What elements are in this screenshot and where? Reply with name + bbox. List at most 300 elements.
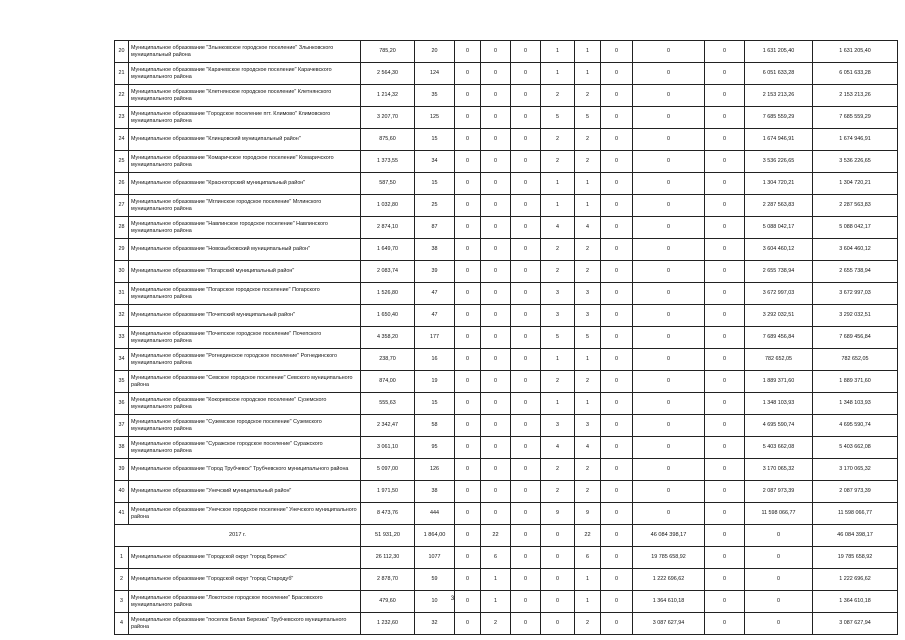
cell-people: 1 864,00 — [415, 525, 455, 547]
cell-people: 58 — [415, 415, 455, 437]
cell-c3: 0 — [511, 481, 541, 503]
cell-c3: 0 — [511, 569, 541, 591]
cell-area: 479,60 — [361, 591, 415, 613]
cell-c2: 0 — [481, 305, 511, 327]
cell-c5: 3 — [575, 415, 601, 437]
row-number: 28 — [115, 217, 129, 239]
cell-s1: 0 — [633, 437, 705, 459]
cell-c5: 1 — [575, 569, 601, 591]
municipality-name: Муниципальное образование "Красногорский муниципальный район" — [129, 173, 361, 195]
cell-s3: 2 087 973,39 — [745, 481, 813, 503]
cell-people: 59 — [415, 569, 455, 591]
cell-c5: 1 — [575, 195, 601, 217]
cell-area: 555,63 — [361, 393, 415, 415]
cell-s2: 0 — [705, 327, 745, 349]
cell-s4: 7 689 456,84 — [813, 327, 898, 349]
table-row — [115, 239, 898, 261]
cell-c2: 0 — [481, 327, 511, 349]
cell-c4: 9 — [541, 503, 575, 525]
cell-s4: 3 604 460,12 — [813, 239, 898, 261]
cell-c5: 3 — [575, 305, 601, 327]
table-row — [115, 349, 898, 371]
cell-area: 238,70 — [361, 349, 415, 371]
cell-c5: 1 — [575, 393, 601, 415]
cell-s2: 0 — [705, 85, 745, 107]
cell-s1: 0 — [633, 41, 705, 63]
cell-c3: 0 — [511, 107, 541, 129]
cell-c5: 1 — [575, 591, 601, 613]
row-number: 3 — [115, 591, 129, 613]
cell-c2: 0 — [481, 129, 511, 151]
cell-s3: 0 — [745, 569, 813, 591]
cell-s3: 3 604 460,12 — [745, 239, 813, 261]
cell-s4: 1 304 720,21 — [813, 173, 898, 195]
cell-c1: 0 — [455, 217, 481, 239]
cell-c3: 0 — [511, 327, 541, 349]
cell-s1: 1 222 696,62 — [633, 569, 705, 591]
cell-c6: 0 — [601, 327, 633, 349]
municipality-name: Муниципальное образование "Клинцовский муниципальный район" — [129, 129, 361, 151]
cell-s4: 1 674 946,91 — [813, 129, 898, 151]
row-number: 36 — [115, 393, 129, 415]
table-row — [115, 327, 898, 349]
cell-c6: 0 — [601, 591, 633, 613]
cell-c1: 0 — [455, 195, 481, 217]
cell-c3: 0 — [511, 217, 541, 239]
table-row — [115, 195, 898, 217]
cell-c4: 4 — [541, 217, 575, 239]
cell-area: 1 032,80 — [361, 195, 415, 217]
cell-c6: 0 — [601, 349, 633, 371]
cell-c5: 6 — [575, 547, 601, 569]
cell-c2: 0 — [481, 85, 511, 107]
cell-c2: 0 — [481, 151, 511, 173]
cell-c2: 0 — [481, 283, 511, 305]
municipality-name: Муниципальное образование "Севское городское поселение" Севского муниципального района — [129, 371, 361, 393]
cell-s4: 1 631 205,40 — [813, 41, 898, 63]
cell-c2: 0 — [481, 41, 511, 63]
cell-s2: 0 — [705, 107, 745, 129]
municipality-name: Муниципальное образование "Навлинское городское поселение" Навлинского муниципального района — [129, 217, 361, 239]
cell-c5: 1 — [575, 41, 601, 63]
cell-c1: 0 — [455, 327, 481, 349]
cell-s2: 0 — [705, 459, 745, 481]
cell-s4: 11 598 066,77 — [813, 503, 898, 525]
cell-c6: 0 — [601, 107, 633, 129]
cell-c3: 0 — [511, 173, 541, 195]
cell-s3: 3 292 032,51 — [745, 305, 813, 327]
table-row — [115, 217, 898, 239]
row-number: 23 — [115, 107, 129, 129]
cell-c6: 0 — [601, 481, 633, 503]
table-row — [115, 129, 898, 151]
cell-s2: 0 — [705, 437, 745, 459]
municipality-name: Муниципальное образование "Почепский муниципальный район" — [129, 305, 361, 327]
cell-c6: 0 — [601, 305, 633, 327]
page-number: 3 — [450, 596, 455, 602]
cell-c1: 0 — [455, 569, 481, 591]
cell-people: 47 — [415, 283, 455, 305]
cell-s3: 1 674 946,91 — [745, 129, 813, 151]
cell-s1: 0 — [633, 349, 705, 371]
table-row — [115, 503, 898, 525]
cell-s1: 0 — [633, 261, 705, 283]
cell-c4: 3 — [541, 283, 575, 305]
cell-s4: 3 292 032,51 — [813, 305, 898, 327]
cell-s3: 2 655 738,94 — [745, 261, 813, 283]
cell-c2: 0 — [481, 349, 511, 371]
cell-c6: 0 — [601, 547, 633, 569]
cell-s2: 0 — [705, 283, 745, 305]
cell-area: 785,20 — [361, 41, 415, 63]
row-number: 41 — [115, 503, 129, 525]
cell-s4: 4 695 590,74 — [813, 415, 898, 437]
cell-c3: 0 — [511, 525, 541, 547]
row-number: 30 — [115, 261, 129, 283]
cell-s1: 0 — [633, 415, 705, 437]
municipality-name: Муниципальное образование "Локотское городское поселение" Брасовского муниципального района — [129, 591, 361, 613]
cell-c6: 0 — [601, 393, 633, 415]
cell-people: 32 — [415, 613, 455, 635]
cell-c4: 1 — [541, 195, 575, 217]
table-row — [115, 613, 898, 635]
cell-c5: 2 — [575, 371, 601, 393]
cell-s2: 0 — [705, 195, 745, 217]
cell-c2: 0 — [481, 393, 511, 415]
municipality-name: Муниципальное образование "Почепское городское поселение" Почепского муниципального района — [129, 327, 361, 349]
cell-area: 2 564,30 — [361, 63, 415, 85]
cell-c1: 0 — [455, 283, 481, 305]
cell-s2: 0 — [705, 261, 745, 283]
cell-s4: 1 348 103,93 — [813, 393, 898, 415]
cell-c6: 0 — [601, 437, 633, 459]
cell-s1: 0 — [633, 393, 705, 415]
cell-c1: 0 — [455, 525, 481, 547]
cell-c4: 2 — [541, 85, 575, 107]
cell-s2: 0 — [705, 547, 745, 569]
row-number: 1 — [115, 547, 129, 569]
cell-s2: 0 — [705, 349, 745, 371]
cell-c4: 4 — [541, 437, 575, 459]
table-row — [115, 415, 898, 437]
cell-c2: 0 — [481, 173, 511, 195]
cell-area: 8 473,76 — [361, 503, 415, 525]
municipality-name: Муниципальное образование "Городской округ "город Стародуб" — [129, 569, 361, 591]
municipality-name: Муниципальное образование "Злынковское городское поселение" Злынковского муниципальный района — [129, 41, 361, 63]
cell-c5: 5 — [575, 327, 601, 349]
cell-c1: 0 — [455, 63, 481, 85]
cell-s3: 3 170 065,32 — [745, 459, 813, 481]
cell-c5: 2 — [575, 459, 601, 481]
cell-c5: 1 — [575, 349, 601, 371]
cell-s2: 0 — [705, 481, 745, 503]
cell-area: 1 373,55 — [361, 151, 415, 173]
cell-c3: 0 — [511, 459, 541, 481]
cell-people: 95 — [415, 437, 455, 459]
cell-c4: 0 — [541, 613, 575, 635]
cell-s3: 0 — [745, 613, 813, 635]
cell-c1: 0 — [455, 85, 481, 107]
cell-area: 2 342,47 — [361, 415, 415, 437]
cell-s3: 3 672 997,03 — [745, 283, 813, 305]
municipality-name: Муниципальное образование "Унечский муниципальный район" — [129, 481, 361, 503]
cell-people: 38 — [415, 481, 455, 503]
cell-c5: 1 — [575, 173, 601, 195]
table-row — [115, 569, 898, 591]
cell-c5: 9 — [575, 503, 601, 525]
cell-c5: 2 — [575, 613, 601, 635]
cell-c2: 0 — [481, 217, 511, 239]
row-number: 2 — [115, 569, 129, 591]
cell-s2: 0 — [705, 305, 745, 327]
cell-c4: 0 — [541, 591, 575, 613]
cell-s1: 0 — [633, 459, 705, 481]
cell-people: 20 — [415, 41, 455, 63]
cell-c2: 0 — [481, 481, 511, 503]
row-number: 25 — [115, 151, 129, 173]
cell-c3: 0 — [511, 283, 541, 305]
cell-s2: 0 — [705, 151, 745, 173]
cell-s1: 0 — [633, 85, 705, 107]
municipality-name: Муниципальное образование "Суражское городское поселение" Суражского муниципального района — [129, 437, 361, 459]
cell-area: 2 083,74 — [361, 261, 415, 283]
table-row — [115, 437, 898, 459]
cell-s2: 0 — [705, 371, 745, 393]
cell-c4: 1 — [541, 173, 575, 195]
municipality-name: Муниципальное образование "Новозыбковский муниципальный район" — [129, 239, 361, 261]
cell-c1: 0 — [455, 305, 481, 327]
table-row — [115, 283, 898, 305]
municipality-name: Муниципальное образование "Клетнянское городское поселение" Клетнянского муниципального района — [129, 85, 361, 107]
cell-c4: 2 — [541, 459, 575, 481]
cell-people: 125 — [415, 107, 455, 129]
cell-c4: 3 — [541, 305, 575, 327]
cell-people: 38 — [415, 239, 455, 261]
cell-c2: 22 — [481, 525, 511, 547]
cell-c3: 0 — [511, 195, 541, 217]
cell-c1: 0 — [455, 239, 481, 261]
cell-c3: 0 — [511, 613, 541, 635]
row-number: 39 — [115, 459, 129, 481]
cell-c1: 0 — [455, 371, 481, 393]
cell-s4: 2 153 213,26 — [813, 85, 898, 107]
cell-c2: 6 — [481, 547, 511, 569]
cell-s3: 2 153 213,26 — [745, 85, 813, 107]
total-row — [115, 525, 898, 547]
cell-area: 875,60 — [361, 129, 415, 151]
cell-people: 16 — [415, 349, 455, 371]
cell-c6: 0 — [601, 503, 633, 525]
cell-c5: 2 — [575, 151, 601, 173]
cell-s1: 0 — [633, 151, 705, 173]
cell-s3: 1 631 205,40 — [745, 41, 813, 63]
municipality-name: Муниципальное образование "Унечское городское поселение" Унечского муниципального района — [129, 503, 361, 525]
cell-s1: 0 — [633, 63, 705, 85]
cell-c6: 0 — [601, 173, 633, 195]
row-number: 40 — [115, 481, 129, 503]
cell-c6: 0 — [601, 415, 633, 437]
cell-c5: 3 — [575, 283, 601, 305]
cell-c4: 1 — [541, 41, 575, 63]
cell-area: 1 214,32 — [361, 85, 415, 107]
cell-c4: 1 — [541, 393, 575, 415]
cell-c6: 0 — [601, 613, 633, 635]
cell-s3: 5 088 042,17 — [745, 217, 813, 239]
table-row — [115, 63, 898, 85]
cell-s2: 0 — [705, 217, 745, 239]
cell-c1: 0 — [455, 547, 481, 569]
cell-c3: 0 — [511, 261, 541, 283]
cell-c3: 0 — [511, 591, 541, 613]
cell-people: 15 — [415, 173, 455, 195]
cell-c1: 0 — [455, 151, 481, 173]
table-row — [115, 173, 898, 195]
cell-people: 10 — [415, 591, 455, 613]
cell-s2: 0 — [705, 63, 745, 85]
cell-s2: 0 — [705, 525, 745, 547]
cell-people: 35 — [415, 85, 455, 107]
cell-people: 25 — [415, 195, 455, 217]
cell-c4: 5 — [541, 107, 575, 129]
cell-people: 87 — [415, 217, 455, 239]
cell-s2: 0 — [705, 393, 745, 415]
cell-people: 124 — [415, 63, 455, 85]
cell-c5: 5 — [575, 107, 601, 129]
cell-c1: 0 — [455, 261, 481, 283]
cell-c1: 0 — [455, 437, 481, 459]
table-row — [115, 481, 898, 503]
cell-c1: 0 — [455, 107, 481, 129]
municipality-name: Муниципальное образование "Кокоревское городское поселение" Суземского муниципального района — [129, 393, 361, 415]
cell-c5: 2 — [575, 481, 601, 503]
cell-s1: 0 — [633, 173, 705, 195]
cell-area: 1 649,70 — [361, 239, 415, 261]
municipality-name: Муниципальное образование "Городское поселение пгт. Климово" Климовского муниципального района — [129, 107, 361, 129]
cell-s1: 0 — [633, 195, 705, 217]
cell-c6: 0 — [601, 371, 633, 393]
cell-c6: 0 — [601, 569, 633, 591]
cell-c6: 0 — [601, 239, 633, 261]
cell-s1: 0 — [633, 107, 705, 129]
cell-c4: 2 — [541, 481, 575, 503]
cell-c1: 0 — [455, 459, 481, 481]
data-table — [114, 40, 898, 635]
cell-c4: 1 — [541, 349, 575, 371]
cell-s4: 3 170 065,32 — [813, 459, 898, 481]
municipality-name: Муниципальное образование "поселок Белая Березка" Трубчевского муниципального района — [129, 613, 361, 635]
cell-s3: 11 598 066,77 — [745, 503, 813, 525]
cell-s1: 0 — [633, 481, 705, 503]
cell-area: 874,00 — [361, 371, 415, 393]
cell-people: 15 — [415, 393, 455, 415]
cell-area: 26 112,30 — [361, 547, 415, 569]
cell-c5: 1 — [575, 63, 601, 85]
cell-c3: 0 — [511, 437, 541, 459]
table-row — [115, 41, 898, 63]
municipality-name: Муниципальное образование "Суземское городское поселение" Суземского муниципального района — [129, 415, 361, 437]
municipality-name: Муниципальное образование "Погарское городское поселение" Погарского муниципального района — [129, 283, 361, 305]
table-row — [115, 107, 898, 129]
row-number: 4 — [115, 613, 129, 635]
cell-area: 2 874,10 — [361, 217, 415, 239]
cell-s3: 7 689 456,84 — [745, 327, 813, 349]
cell-c3: 0 — [511, 349, 541, 371]
cell-c3: 0 — [511, 151, 541, 173]
cell-c2: 0 — [481, 107, 511, 129]
table-row — [115, 393, 898, 415]
cell-c4: 0 — [541, 525, 575, 547]
cell-area: 3 207,70 — [361, 107, 415, 129]
cell-s4: 2 287 563,83 — [813, 195, 898, 217]
municipality-name: Муниципальное образование "Мглинское городское поселение" Мглинского муниципального района — [129, 195, 361, 217]
table-row — [115, 151, 898, 173]
cell-s4: 1 889 371,60 — [813, 371, 898, 393]
cell-s3: 4 695 590,74 — [745, 415, 813, 437]
cell-c5: 4 — [575, 217, 601, 239]
cell-people: 126 — [415, 459, 455, 481]
cell-c6: 0 — [601, 151, 633, 173]
cell-c1: 0 — [455, 481, 481, 503]
cell-s3: 1 889 371,60 — [745, 371, 813, 393]
cell-c3: 0 — [511, 503, 541, 525]
cell-s3: 0 — [745, 547, 813, 569]
row-number: 22 — [115, 85, 129, 107]
cell-s4: 5 403 662,08 — [813, 437, 898, 459]
cell-s2: 0 — [705, 41, 745, 63]
cell-s1: 0 — [633, 239, 705, 261]
cell-people: 15 — [415, 129, 455, 151]
cell-c2: 2 — [481, 613, 511, 635]
cell-s4: 5 088 042,17 — [813, 217, 898, 239]
cell-c3: 0 — [511, 393, 541, 415]
cell-people: 1077 — [415, 547, 455, 569]
municipality-name: Муниципальное образование "Город Трубчевск" Трубчевского муниципального района — [129, 459, 361, 481]
cell-c4: 2 — [541, 129, 575, 151]
cell-s1: 3 087 627,94 — [633, 613, 705, 635]
cell-c5: 2 — [575, 239, 601, 261]
cell-c2: 0 — [481, 195, 511, 217]
cell-people: 444 — [415, 503, 455, 525]
municipality-name: Муниципальное образование "Городской округ "город Брянск" — [129, 547, 361, 569]
cell-area: 1 232,60 — [361, 613, 415, 635]
cell-c3: 0 — [511, 41, 541, 63]
cell-s3: 782 652,05 — [745, 349, 813, 371]
cell-s1: 1 364 610,18 — [633, 591, 705, 613]
cell-c1: 0 — [455, 591, 481, 613]
cell-c3: 0 — [511, 239, 541, 261]
row-number: 21 — [115, 63, 129, 85]
cell-c3: 0 — [511, 63, 541, 85]
cell-c2: 0 — [481, 261, 511, 283]
cell-s2: 0 — [705, 569, 745, 591]
cell-s2: 0 — [705, 613, 745, 635]
cell-c4: 2 — [541, 371, 575, 393]
row-number: 24 — [115, 129, 129, 151]
cell-s3: 1 304 720,21 — [745, 173, 813, 195]
cell-c4: 1 — [541, 63, 575, 85]
cell-s3: 1 348 103,93 — [745, 393, 813, 415]
cell-c6: 0 — [601, 459, 633, 481]
cell-area: 1 650,40 — [361, 305, 415, 327]
cell-s4: 2 087 973,39 — [813, 481, 898, 503]
cell-s4: 7 685 559,29 — [813, 107, 898, 129]
cell-s2: 0 — [705, 503, 745, 525]
cell-area: 3 061,10 — [361, 437, 415, 459]
cell-people: 177 — [415, 327, 455, 349]
cell-c5: 2 — [575, 129, 601, 151]
municipality-name: Муниципальное образование "Комаричское городское поселение" Комаричского муниципального района — [129, 151, 361, 173]
cell-s3: 5 403 662,08 — [745, 437, 813, 459]
